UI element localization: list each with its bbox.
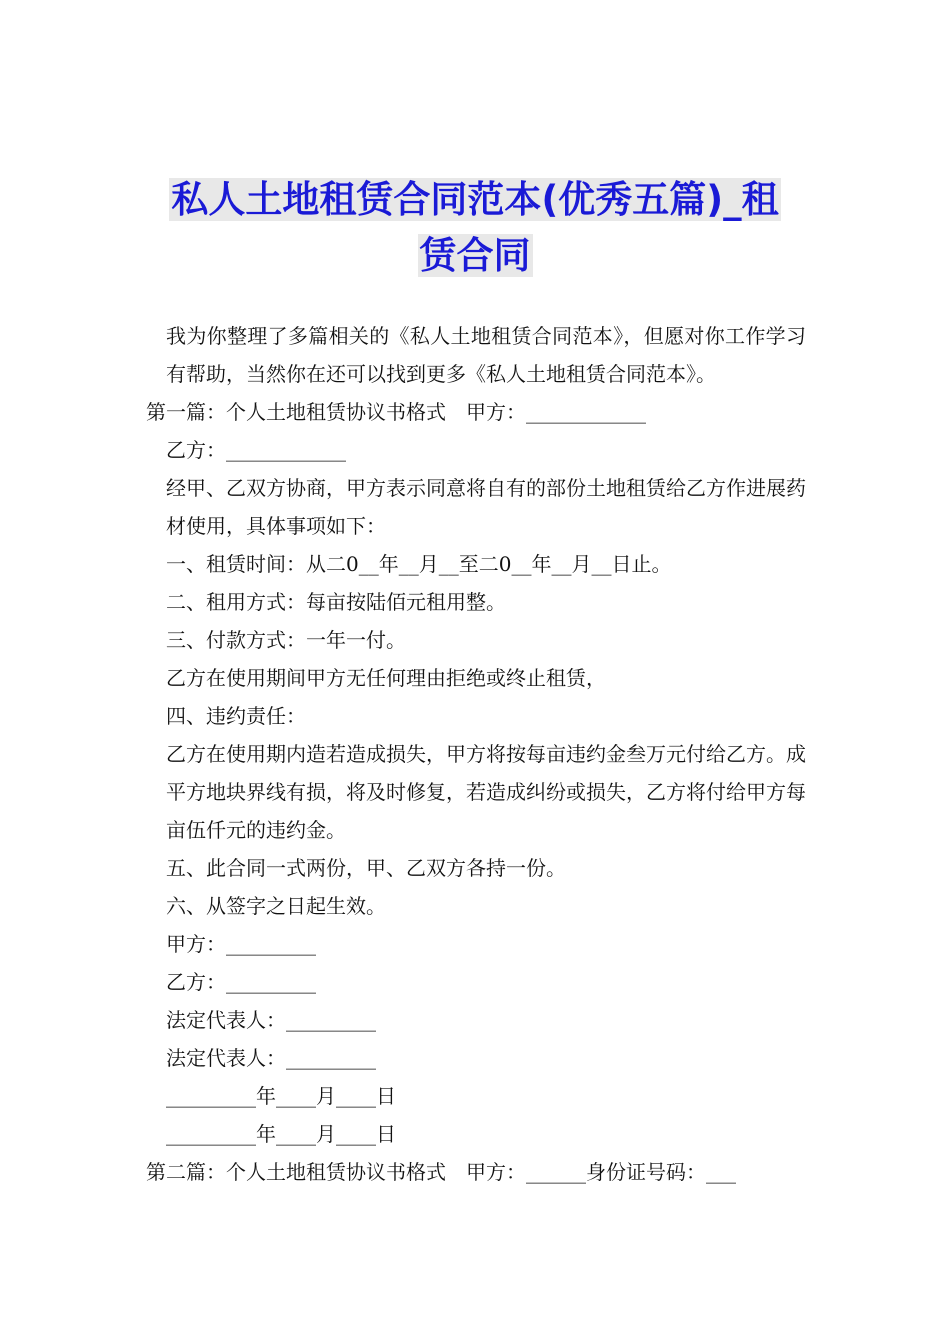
document-title <box>150 172 800 284</box>
intro-paragraph: 我为你整理了多篇相关的《私人土地租赁合同范本》，但愿对你工作学习有帮助，当然你在还可以找到更多《私人土地租赁合同范本》。 <box>166 324 806 386</box>
clause-lease-method: 二、租用方式：每亩按陆佰元租用整。 <box>166 590 506 614</box>
party-b-line: 乙方：____________ <box>166 438 346 462</box>
clause-breach-heading: 四、违约责任： <box>166 704 306 728</box>
agreement-paragraph: 经甲、乙双方协商，甲方表示同意将自有的部份土地租赁给乙方作进展药材使用，具体事项如下： <box>166 476 806 538</box>
signature-party-a: 甲方：_________ <box>166 932 316 956</box>
document-body <box>146 317 806 1191</box>
section-1-heading: 第一篇：个人土地租赁协议书格式 甲方：____________ <box>146 400 646 424</box>
signature-date-1: _________年____月____日 <box>166 1084 396 1108</box>
signature-date-2: _________年____月____日 <box>166 1122 396 1146</box>
clause-copies: 五、此合同一式两份，甲、乙双方各持一份。 <box>166 856 566 880</box>
clause-payment: 三、付款方式：一年一付。 <box>166 628 406 652</box>
clause-no-termination: 乙方在使用期间甲方无任何理由拒绝或终止租赁， <box>166 666 606 690</box>
clause-lease-term: 一、租赁时间：从二0__年__月__至二0__年__月__日止。 <box>166 552 672 576</box>
title-line-1: 私人土地租赁合同范本(优秀五篇)_租 <box>171 178 779 221</box>
clause-effective: 六、从签字之日起生效。 <box>166 894 386 918</box>
signature-legal-rep-1: 法定代表人：_________ <box>166 1008 376 1032</box>
section-2-heading: 第二篇：个人土地租赁协议书格式 甲方：______身份证号码：___ <box>146 1160 736 1184</box>
signature-legal-rep-2: 法定代表人：_________ <box>166 1046 376 1070</box>
clause-breach-text: 乙方在使用期内造若造成损失，甲方将按每亩违约金叁万元付给乙方。成平方地块界线有损，将及时修复，若造成纠纷或损失，乙方将付给甲方每亩伍仟元的违约金。 <box>166 742 806 842</box>
signature-party-b: 乙方：_________ <box>166 970 316 994</box>
title-line-2: 赁合同 <box>419 234 531 277</box>
